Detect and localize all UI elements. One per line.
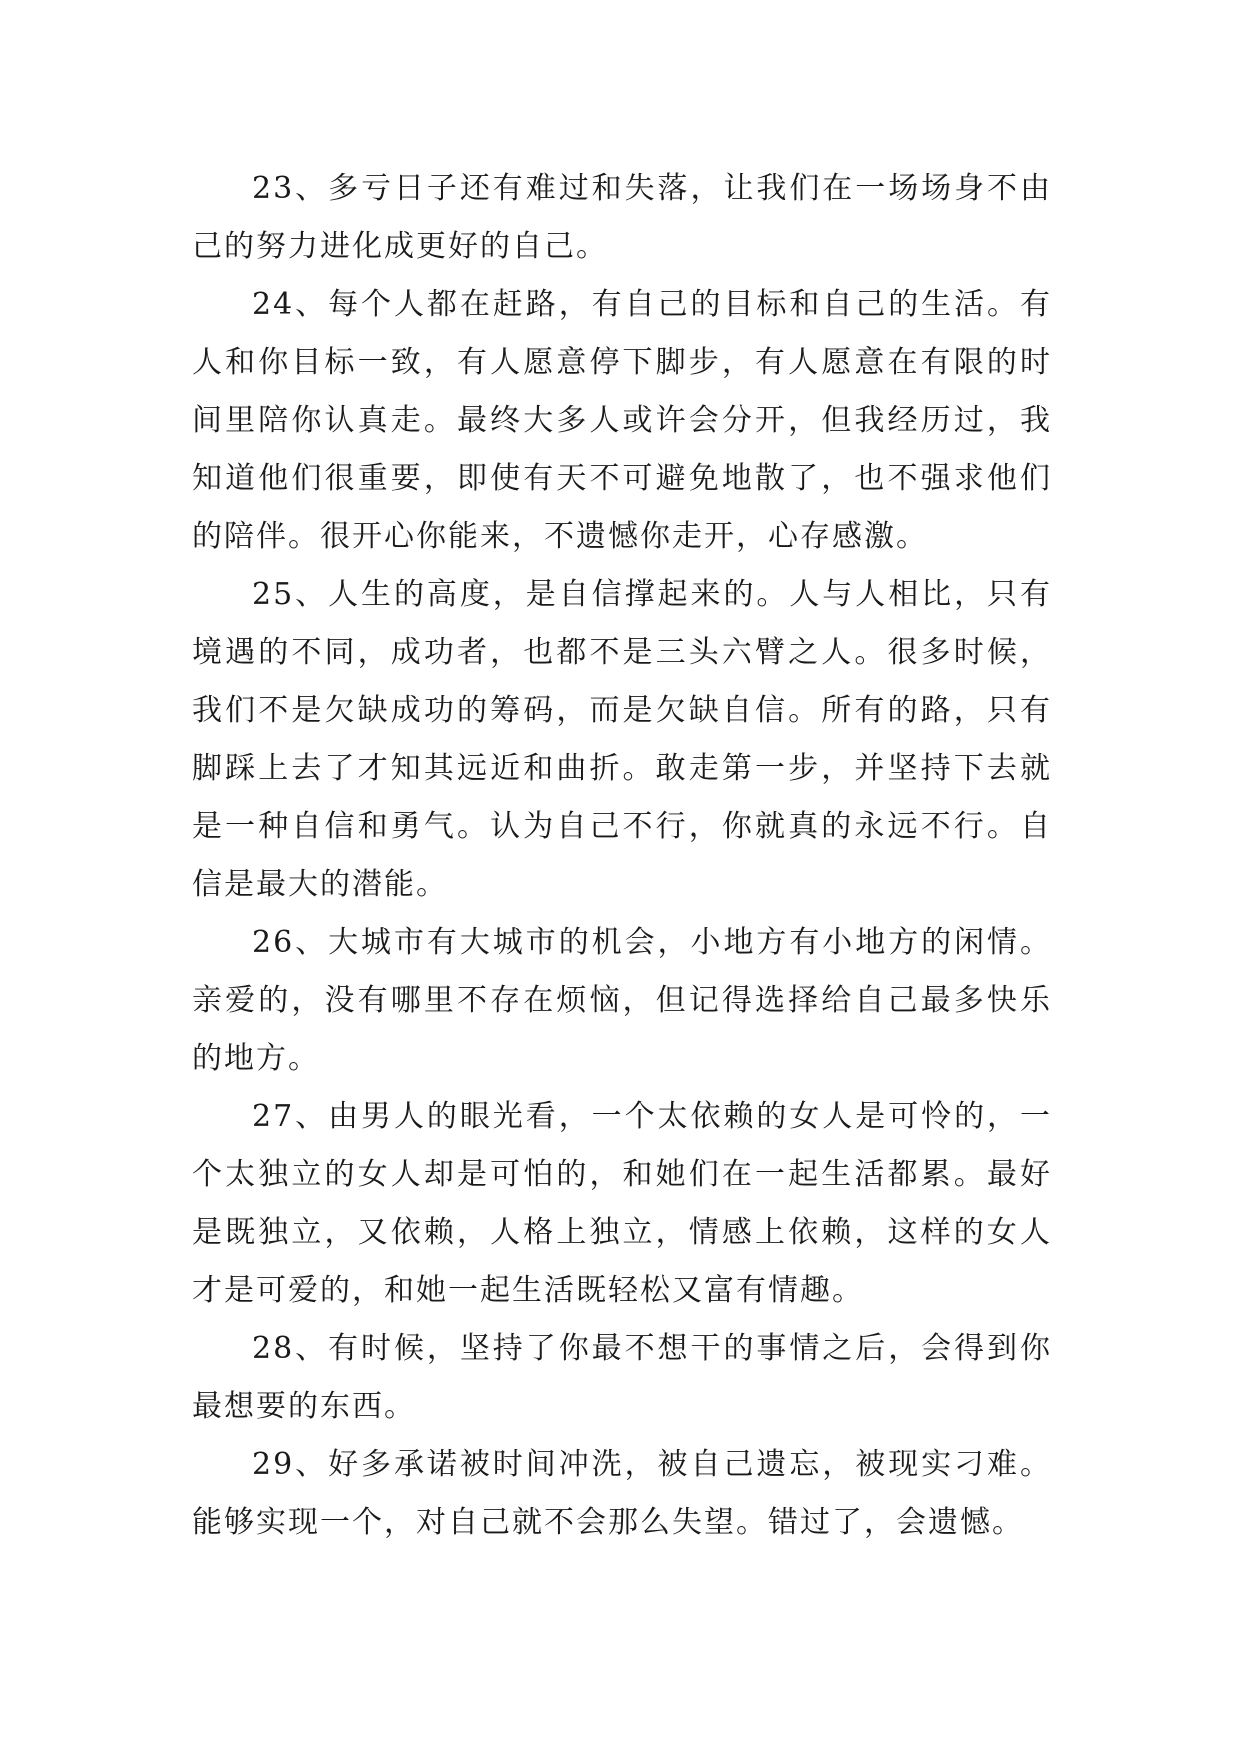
paragraph-27: 27、由男人的眼光看，一个太依赖的女人是可怜的，一个太独立的女人却是可怕的，和她们在一起生活都累。最好是既独立，又依赖，人格上独立，情感上依赖，这样的女人才是可爱的，和她一起生活既轻松又富有情趣。 bbox=[192, 1099, 1052, 1308]
paragraph-25: 25、人生的高度，是自信撑起来的。人与人相比，只有境遇的不同，成功者，也都不是三头六臂之人。很多时候，我们不是欠缺成功的筹码，而是欠缺自信。所有的路，只有脚踩上去了才知其远近和曲折。敢走第一步，并坚持下去就是一种自信和勇气。认为自己不行，你就真的永远不行。自信是最大的潜能。 bbox=[192, 577, 1052, 902]
paragraph-24: 24、每个人都在赶路，有自己的目标和自己的生活。有人和你目标一致，有人愿意停下脚步，有人愿意在有限的时间里陪你认真走。最终大多人或许会分开，但我经历过，我知道他们很重要，即使有天不可避免地散了，也不强求他们的陪伴。很开心你能来，不遗憾你走开，心存感激。 bbox=[192, 287, 1052, 554]
document-body bbox=[192, 160, 1052, 1552]
paragraph-28: 28、有时候，坚持了你最不想干的事情之后，会得到你最想要的东西。 bbox=[192, 1331, 1052, 1424]
paragraph-29: 29、好多承诺被时间冲洗，被自己遗忘，被现实刁难。能够实现一个，对自己就不会那么失望。错过了，会遗憾。 bbox=[192, 1447, 1052, 1540]
paragraph-26: 26、大城市有大城市的机会，小地方有小地方的闲情。亲爱的，没有哪里不存在烦恼，但记得选择给自己最多快乐的地方。 bbox=[192, 925, 1052, 1076]
paragraph-23: 23、多亏日子还有难过和失落，让我们在一场场身不由己的努力进化成更好的自己。 bbox=[192, 171, 1052, 264]
